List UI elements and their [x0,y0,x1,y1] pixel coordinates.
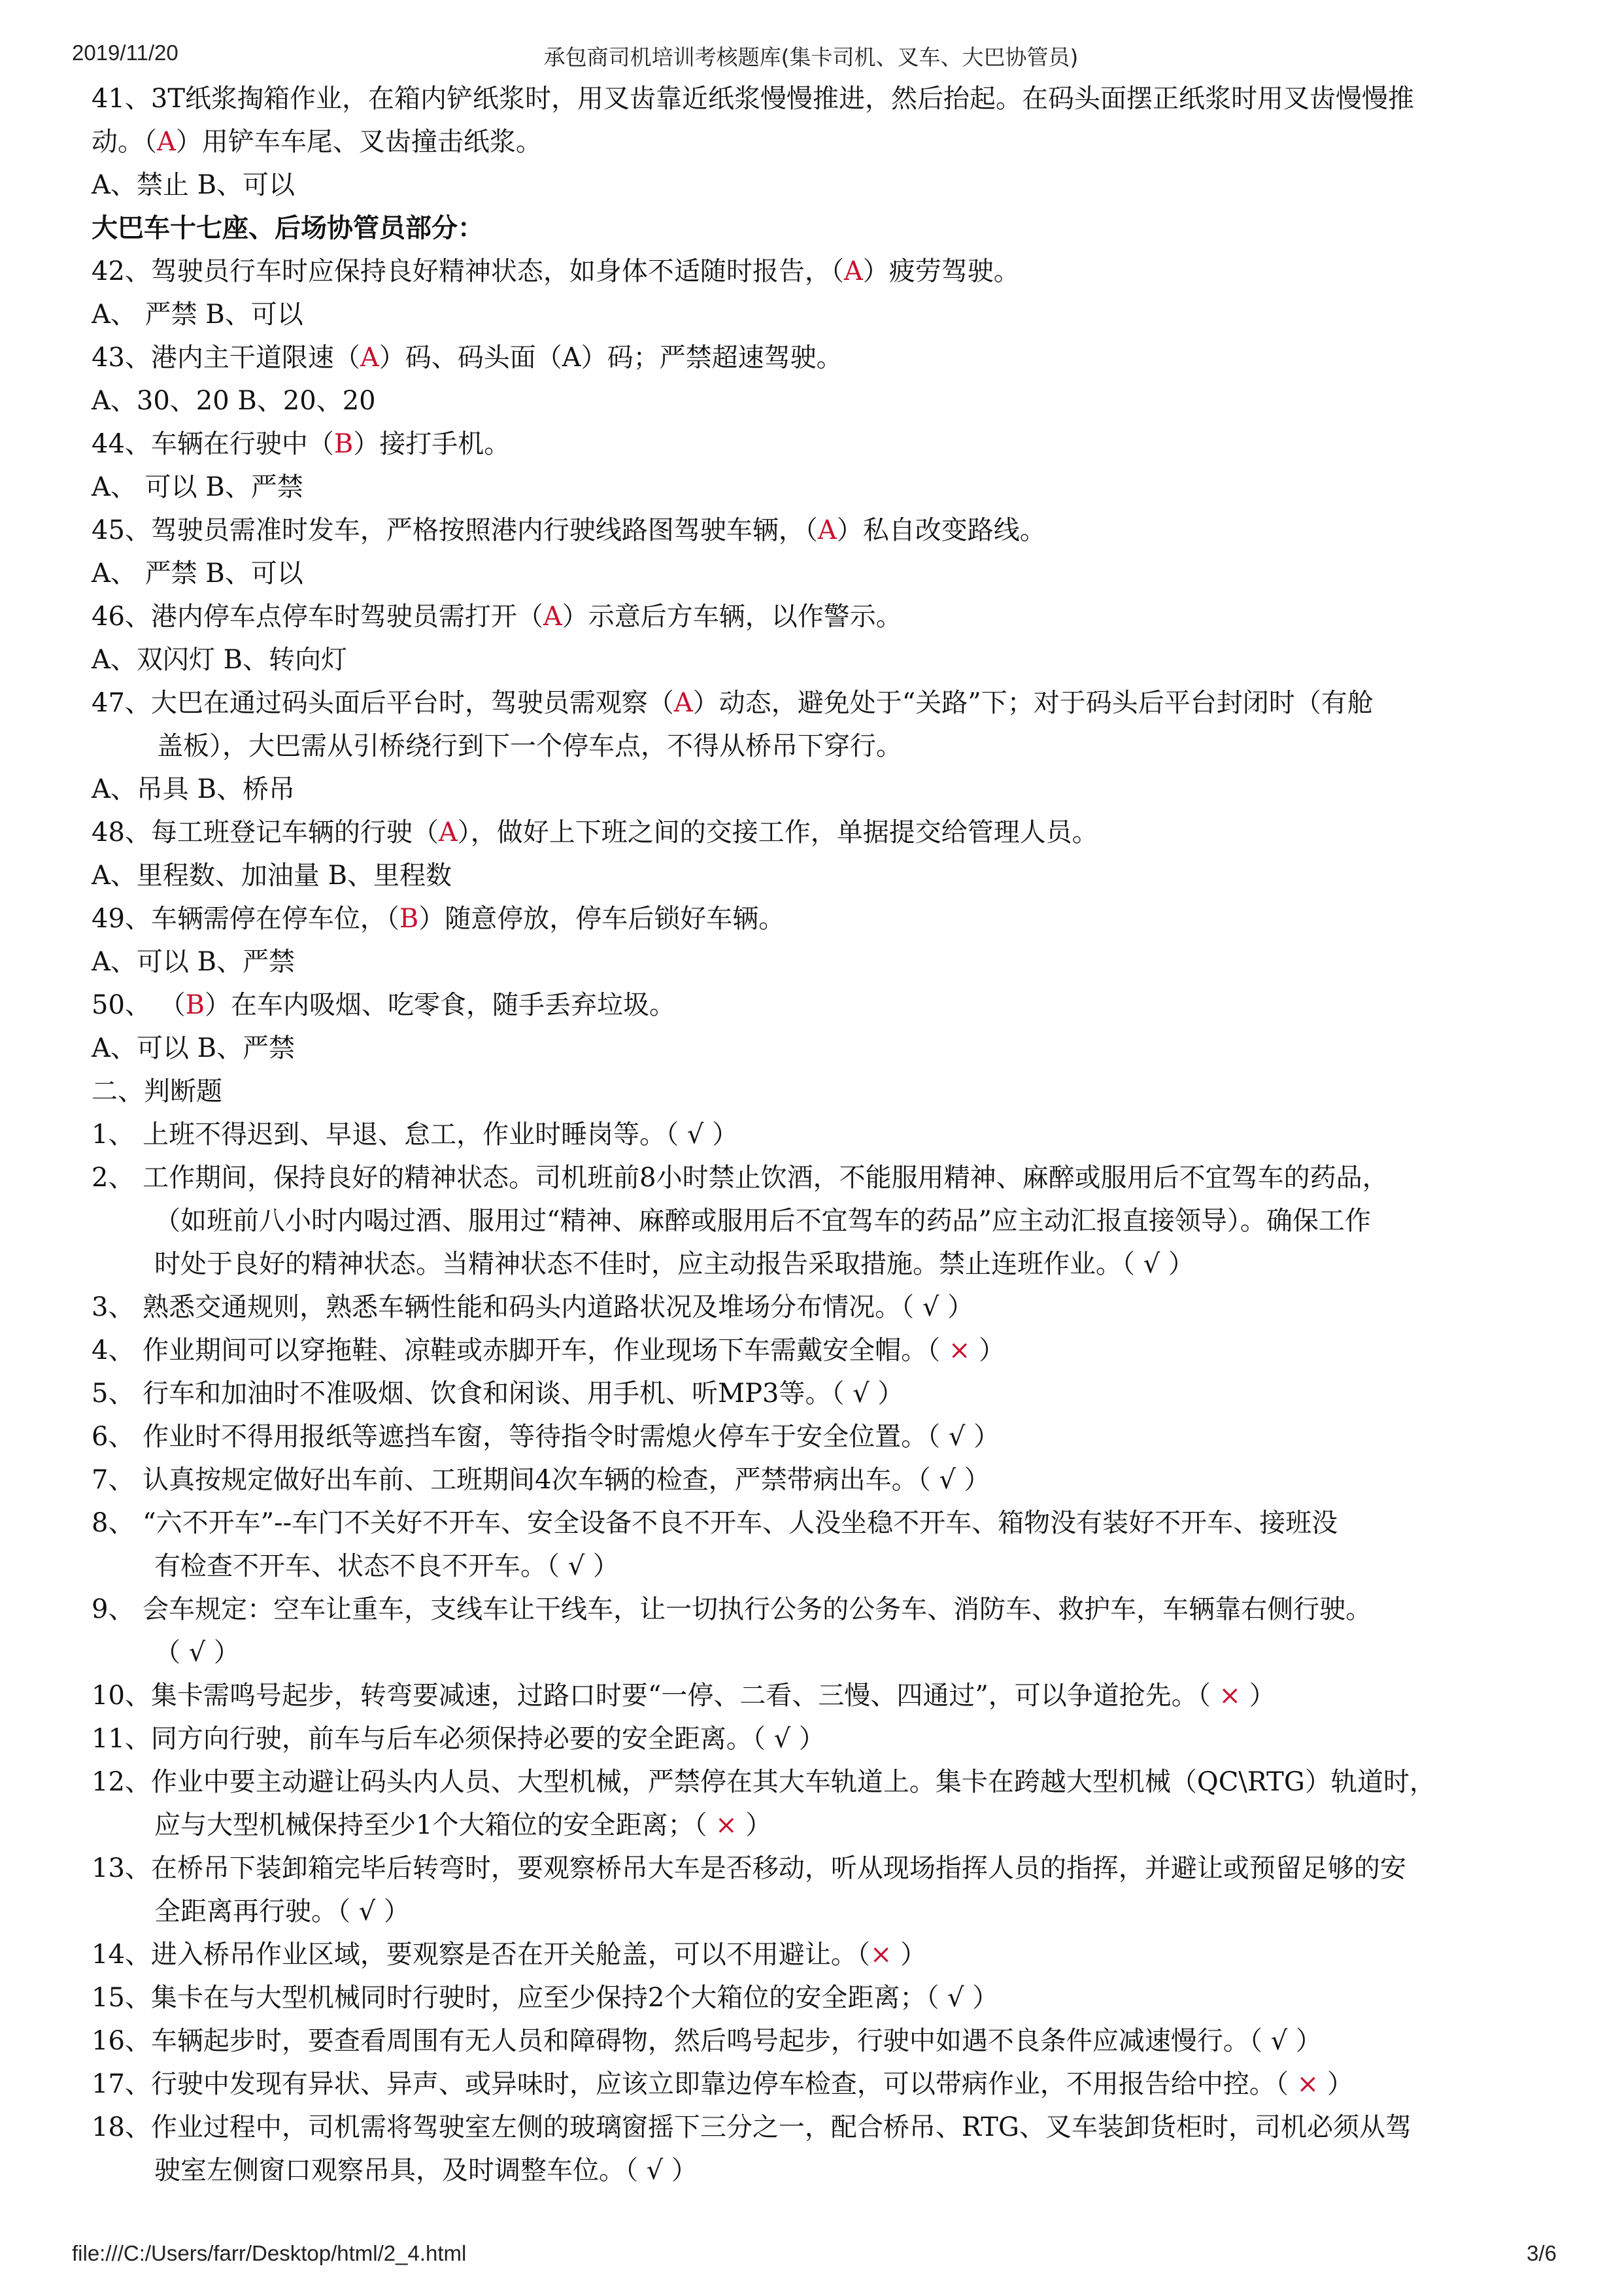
judgement-12-line-1: 12、作业中要主动避让码头内人员、大型机械，严禁停在其大车轨道上。集卡在跨越大型机械（QC\RTG）轨道时， [92,1767,1436,1797]
question-50: 50、 （B）在车内吸烟、吃零食，随手丢弃垃圾。 [92,990,676,1020]
judgement-5: 5、 行车和加油时不准吸烟、饮食和闲谈、用手机、听MP3等。（ √ ） [92,1379,904,1409]
judgement-2-line-1: 2、 工作期间，保持良好的精神状态。司机班前8小时禁止饮酒，不能服用精神、麻醉或服用后不宜驾车的药品， [92,1163,1389,1193]
question-43: 43、港内主干道限速（A）码、码头面（A）码；严禁超速驾驶。 [92,343,843,373]
judgement-17: 17、行驶中发现有异状、异声、或异味时，应该立即靠边停车检查，可以带病作业，不用报告给中控。（ × ） [92,2069,1353,2099]
judgement-15: 15、集卡在与大型机械同时行驶时，应至少保持2个大箱位的安全距离；（ √ ） [92,1983,999,2013]
judgement-6: 6、 作业时不得用报纸等遮挡车窗，等待指令时需熄火停车于安全位置。（ √ ） [92,1422,1000,1452]
question-44: 44、车辆在行驶中（B）接打手机。 [92,429,511,459]
question-44-options: A、 可以 B、严禁 [92,472,303,502]
question-41-options: A、禁止 B、可以 [92,170,295,200]
judgement-13-line-1: 13、在桥吊下装卸箱完毕后转弯时，要观察桥吊大车是否移动，听从现场指挥人员的指挥，并避让或预留足够的安 [92,1853,1406,1883]
judgement-18-line-1: 18、作业过程中，司机需将驾驶室左侧的玻璃窗摇下三分之一，配合桥吊、RTG、叉车装卸货柜时，司机必须从驾 [92,2112,1411,2142]
question-41-line-1: 41、3T纸浆掏箱作业，在箱内铲纸浆时，用叉齿靠近纸浆慢慢推进，然后抬起。在码头面摆正纸浆时用叉齿慢慢推 [92,84,1415,114]
document-title: 承包商司机培训考核题库(集卡司机、叉车、大巴协管员) [543,44,1079,70]
question-42-options: A、 严禁 B、可以 [92,300,303,330]
judgement-10: 10、集卡需鸣号起步，转弯要减速，过路口时要“一停、二看、三慢、四通过”，可以争道抢先。（ × ） [92,1681,1276,1711]
file-path: file:///C:/Users/farr/Desktop/html/2_4.html [72,2241,467,2265]
section-heading-bus: 大巴车十七座、后场协管员部分： [92,213,484,243]
question-49: 49、车辆需停在停车位，（B）随意停放，停车后锁好车辆。 [92,904,785,934]
question-49-options: A、可以 B、严禁 [92,947,295,977]
judgement-3: 3、 熟悉交通规则，熟悉车辆性能和码头内道路状况及堆场分布情况。（ √ ） [92,1292,974,1322]
judgement-12-line-2: 应与大型机械保持至少1个大箱位的安全距离；（ × ） [154,1810,772,1840]
judgement-11: 11、同方向行驶，前车与后车必须保持必要的安全距离。（ √ ） [92,1724,825,1754]
question-45: 45、驾驶员需准时发车，严格按照港内行驶线路图驾驶车辆，（A）私自改变路线。 [92,515,1046,545]
judgement-9-line-2: （ √ ） [154,1637,240,1668]
question-41-line-2: 动。（A）用铲车车尾、叉齿撞击纸浆。 [92,127,542,157]
question-45-options: A、 严禁 B、可以 [92,558,303,589]
judgement-2-line-3: 时处于良好的精神状态。当精神状态不佳时，应主动报告采取措施。禁止连班作业。（ √ ） [154,1249,1194,1279]
question-47-options: A、吊具 B、桥吊 [92,774,295,804]
judgement-7: 7、 认真按规定做好出车前、工班期间4次车辆的检查，严禁带病出车。（ √ ） [92,1465,990,1495]
question-50-options: A、可以 B、严禁 [92,1033,295,1063]
question-47-line-2: 盖板），大巴需从引桥绕行到下一个停车点，不得从桥吊下穿行。 [157,731,902,761]
judgement-8-line-2: 有检查不开车、状态不良不开车。（ √ ） [154,1551,619,1581]
question-47-line-1: 47、大巴在通过码头面后平台时，驾驶员需观察（A）动态，避免处于“关路”下；对于码头后平台封闭时（有舱 [92,688,1374,718]
judgement-13-line-2: 全距离再行驶。（ √ ） [154,1896,410,1927]
judgement-4: 4、 作业期间可以穿拖鞋、凉鞋或赤脚开车，作业现场下车需戴安全帽。（ × ） [92,1335,1005,1365]
question-48-options: A、里程数、加油量 B、里程数 [92,861,452,891]
judgement-2-line-2: （如班前八小时内喝过酒、服用过“精神、麻醉或服用后不宜驾车的药品”应主动汇报直接领导）。确保工作 [154,1206,1371,1236]
judgement-18-line-2: 驶室左侧窗口观察吊具，及时调整车位。（ √ ） [154,2155,698,2185]
judgement-16: 16、车辆起步时，要查看周围有无人员和障碍物，然后鸣号起步，行驶中如遇不良条件应减速慢行。（ √ ） [92,2026,1322,2056]
question-43-options: A、30、20 B、20、20 [92,386,376,416]
judgement-14: 14、进入桥吊作业区域，要观察是否在开关舱盖，可以不用避让。（× ） [92,1940,927,1970]
question-46-options: A、双闪灯 B、转向灯 [92,645,347,675]
print-date: 2019/11/20 [72,41,178,65]
question-48: 48、每工班登记车辆的行驶（A），做好上下班之间的交接工作，单据提交给管理人员。 [92,817,1098,848]
section-heading-judgement: 二、判断题 [92,1076,222,1106]
question-42: 42、驾驶员行车时应保持良好精神状态，如身体不适随时报告，（A）疲劳驾驶。 [92,256,1020,286]
judgement-8-line-1: 8、 “六不开车”--车门不关好不开车、安全设备不良不开车、人没坐稳不开车、箱物没有装好不开车、接班没 [92,1508,1338,1538]
judgement-9-line-1: 9、 会车规定：空车让重车，支线车让干线车，让一切执行公务的公务车、消防车、救护车，车辆靠右侧行驶。 [92,1594,1372,1624]
page-number: 3/6 [1527,2241,1557,2265]
document-body [92,77,1556,2192]
question-46: 46、港内停车点停车时驾驶员需打开（A）示意后方车辆，以作警示。 [92,602,902,632]
judgement-1: 1、 上班不得迟到、早退、怠工，作业时睡岗等。（ √ ） [92,1120,739,1150]
